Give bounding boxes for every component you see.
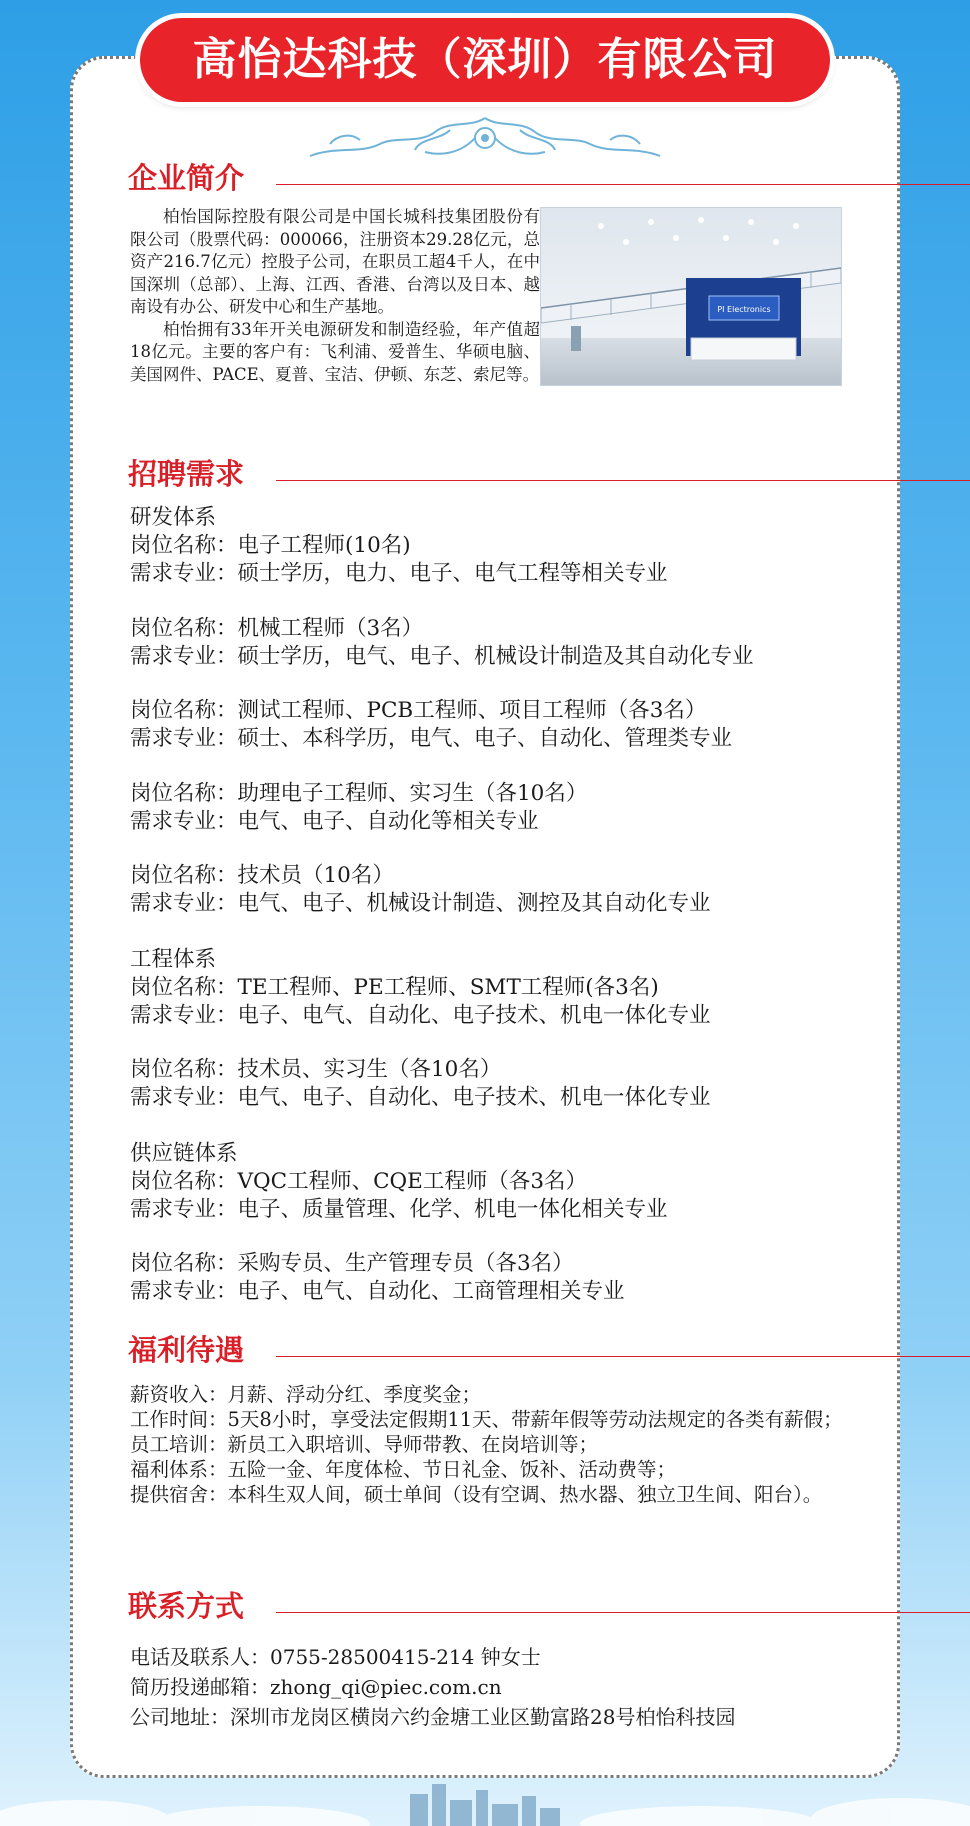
- lobby-sign-text: PI Electronics: [717, 305, 771, 314]
- section-heading-intro: [128, 156, 244, 198]
- recruit-rd-system: [130, 504, 880, 588]
- position-title: 岗位名称：测试工程师、PCB工程师、项目工程师（各3名）: [130, 698, 707, 723]
- position-title: 岗位名称：TE工程师、PE工程师、SMT工程师(各3名): [130, 975, 659, 1000]
- position-title: 岗位名称：采购专员、生产管理专员（各3名）: [130, 1251, 574, 1276]
- benefits-list: [130, 1382, 845, 1507]
- recruit-eng-system: [130, 946, 880, 1030]
- intro-paragraph-2: 柏怡拥有33年开关电源研发和制造经验，年产值超18亿元。主要的客户有：飞利浦、爱普生、华硕电脑、美国网件、PACE、夏普、宝洁、伊顿、东芝、索尼等。: [130, 319, 540, 384]
- position-major: 需求专业：电气、电子、机械设计制造、测控及其自动化专业: [130, 891, 711, 916]
- position-title: 岗位名称：技术员、实习生（各10名）: [130, 1057, 502, 1082]
- decorative-ornament-icon: [300, 110, 670, 166]
- recruit-position: [130, 615, 880, 671]
- recruit-position: [130, 697, 880, 753]
- heading-rule: [276, 1356, 970, 1357]
- recruit-position: [130, 1250, 880, 1306]
- heading-rule: [276, 1612, 970, 1613]
- company-intro: [130, 206, 540, 386]
- section-heading-contact-label: 联系方式: [128, 1589, 245, 1623]
- system-label: 供应链体系: [130, 1141, 238, 1166]
- section-heading-recruit-label: 招聘需求: [128, 457, 245, 491]
- system-label: 研发体系: [130, 505, 217, 530]
- section-heading-benefits-label: 福利待遇: [128, 1333, 245, 1367]
- position-major: 需求专业：电气、电子、自动化等相关专业: [130, 809, 539, 834]
- position-title: 岗位名称：电子工程师(10名): [130, 533, 411, 558]
- benefit-training: 员工培训：新员工入职培训、导师带教、在岗培训等；: [130, 1433, 599, 1456]
- benefit-welfare: 福利体系：五险一金、年度体检、节日礼金、饭补、活动费等；: [130, 1458, 677, 1481]
- contact-email[interactable]: 简历投递邮箱：zhong_qi@piec.com.cn: [130, 1675, 502, 1699]
- benefit-hours: 工作时间：5天8小时，享受法定假期11天、带薪年假等劳动法规定的各类有薪假；: [130, 1408, 843, 1431]
- intro-paragraph-1: 柏怡国际控股有限公司是中国长城科技集团股份有限公司（股票代码：000066，注册资本29.28亿元，总资产216.7亿元）控股子公司，在职员工超4千人，在中国深圳（总部）、上海、江西、香港、台湾以及日本、越南设有办公、研发中心和生产基地。: [130, 207, 540, 316]
- system-label: 工程体系: [130, 947, 217, 972]
- position-major: 需求专业：电子、电气、自动化、工商管理相关专业: [130, 1279, 625, 1304]
- position-title: 岗位名称：机械工程师（3名）: [130, 616, 424, 641]
- position-title: 岗位名称：VQC工程师、CQE工程师（各3名）: [130, 1169, 588, 1194]
- heading-rule: [276, 184, 970, 185]
- recruit-position: [130, 1056, 880, 1112]
- position-major: 需求专业：电子、质量管理、化学、机电一体化相关专业: [130, 1197, 668, 1222]
- position-major: 需求专业：电子、电气、自动化、电子技术、机电一体化专业: [130, 1003, 711, 1028]
- recruit-position: [130, 862, 880, 918]
- recruit-sc-system: [130, 1140, 880, 1224]
- city-skyline-decoration: [0, 1780, 970, 1826]
- section-heading-intro-label: 企业简介: [128, 161, 245, 195]
- recruit-position: [130, 780, 880, 836]
- heading-rule: [276, 480, 970, 481]
- position-major: 需求专业：硕士学历，电力、电子、电气工程等相关专业: [130, 561, 668, 586]
- company-title-banner: 高怡达科技（深圳）有限公司: [140, 18, 830, 102]
- position-major: 需求专业：电气、电子、自动化、电子技术、机电一体化专业: [130, 1085, 711, 1110]
- section-heading-contact: [128, 1584, 244, 1626]
- benefit-salary: 薪资收入：月薪、浮动分红、季度奖金；: [130, 1383, 482, 1406]
- lobby-photo: [540, 207, 842, 386]
- position-major: 需求专业：硕士、本科学历，电气、电子、自动化、管理类专业: [130, 726, 733, 751]
- contact-phone: 电话及联系人：0755-28500415-214 钟女士: [130, 1645, 541, 1669]
- position-title: 岗位名称：技术员（10名）: [130, 863, 394, 888]
- contact-info: [130, 1642, 880, 1732]
- contact-address: 公司地址：深圳市龙岗区横岗六约金塘工业区勤富路28号柏怡科技园: [130, 1705, 736, 1729]
- position-title: 岗位名称：助理电子工程师、实习生（各10名）: [130, 781, 588, 806]
- benefit-housing: 提供宿舍：本科生双人间，硕士单间（设有空调、热水器、独立卫生间、阳台）。: [130, 1483, 823, 1506]
- section-heading-benefits: [128, 1328, 244, 1370]
- section-heading-recruit: [128, 452, 244, 494]
- position-major: 需求专业：硕士学历，电气、电子、机械设计制造及其自动化专业: [130, 644, 754, 669]
